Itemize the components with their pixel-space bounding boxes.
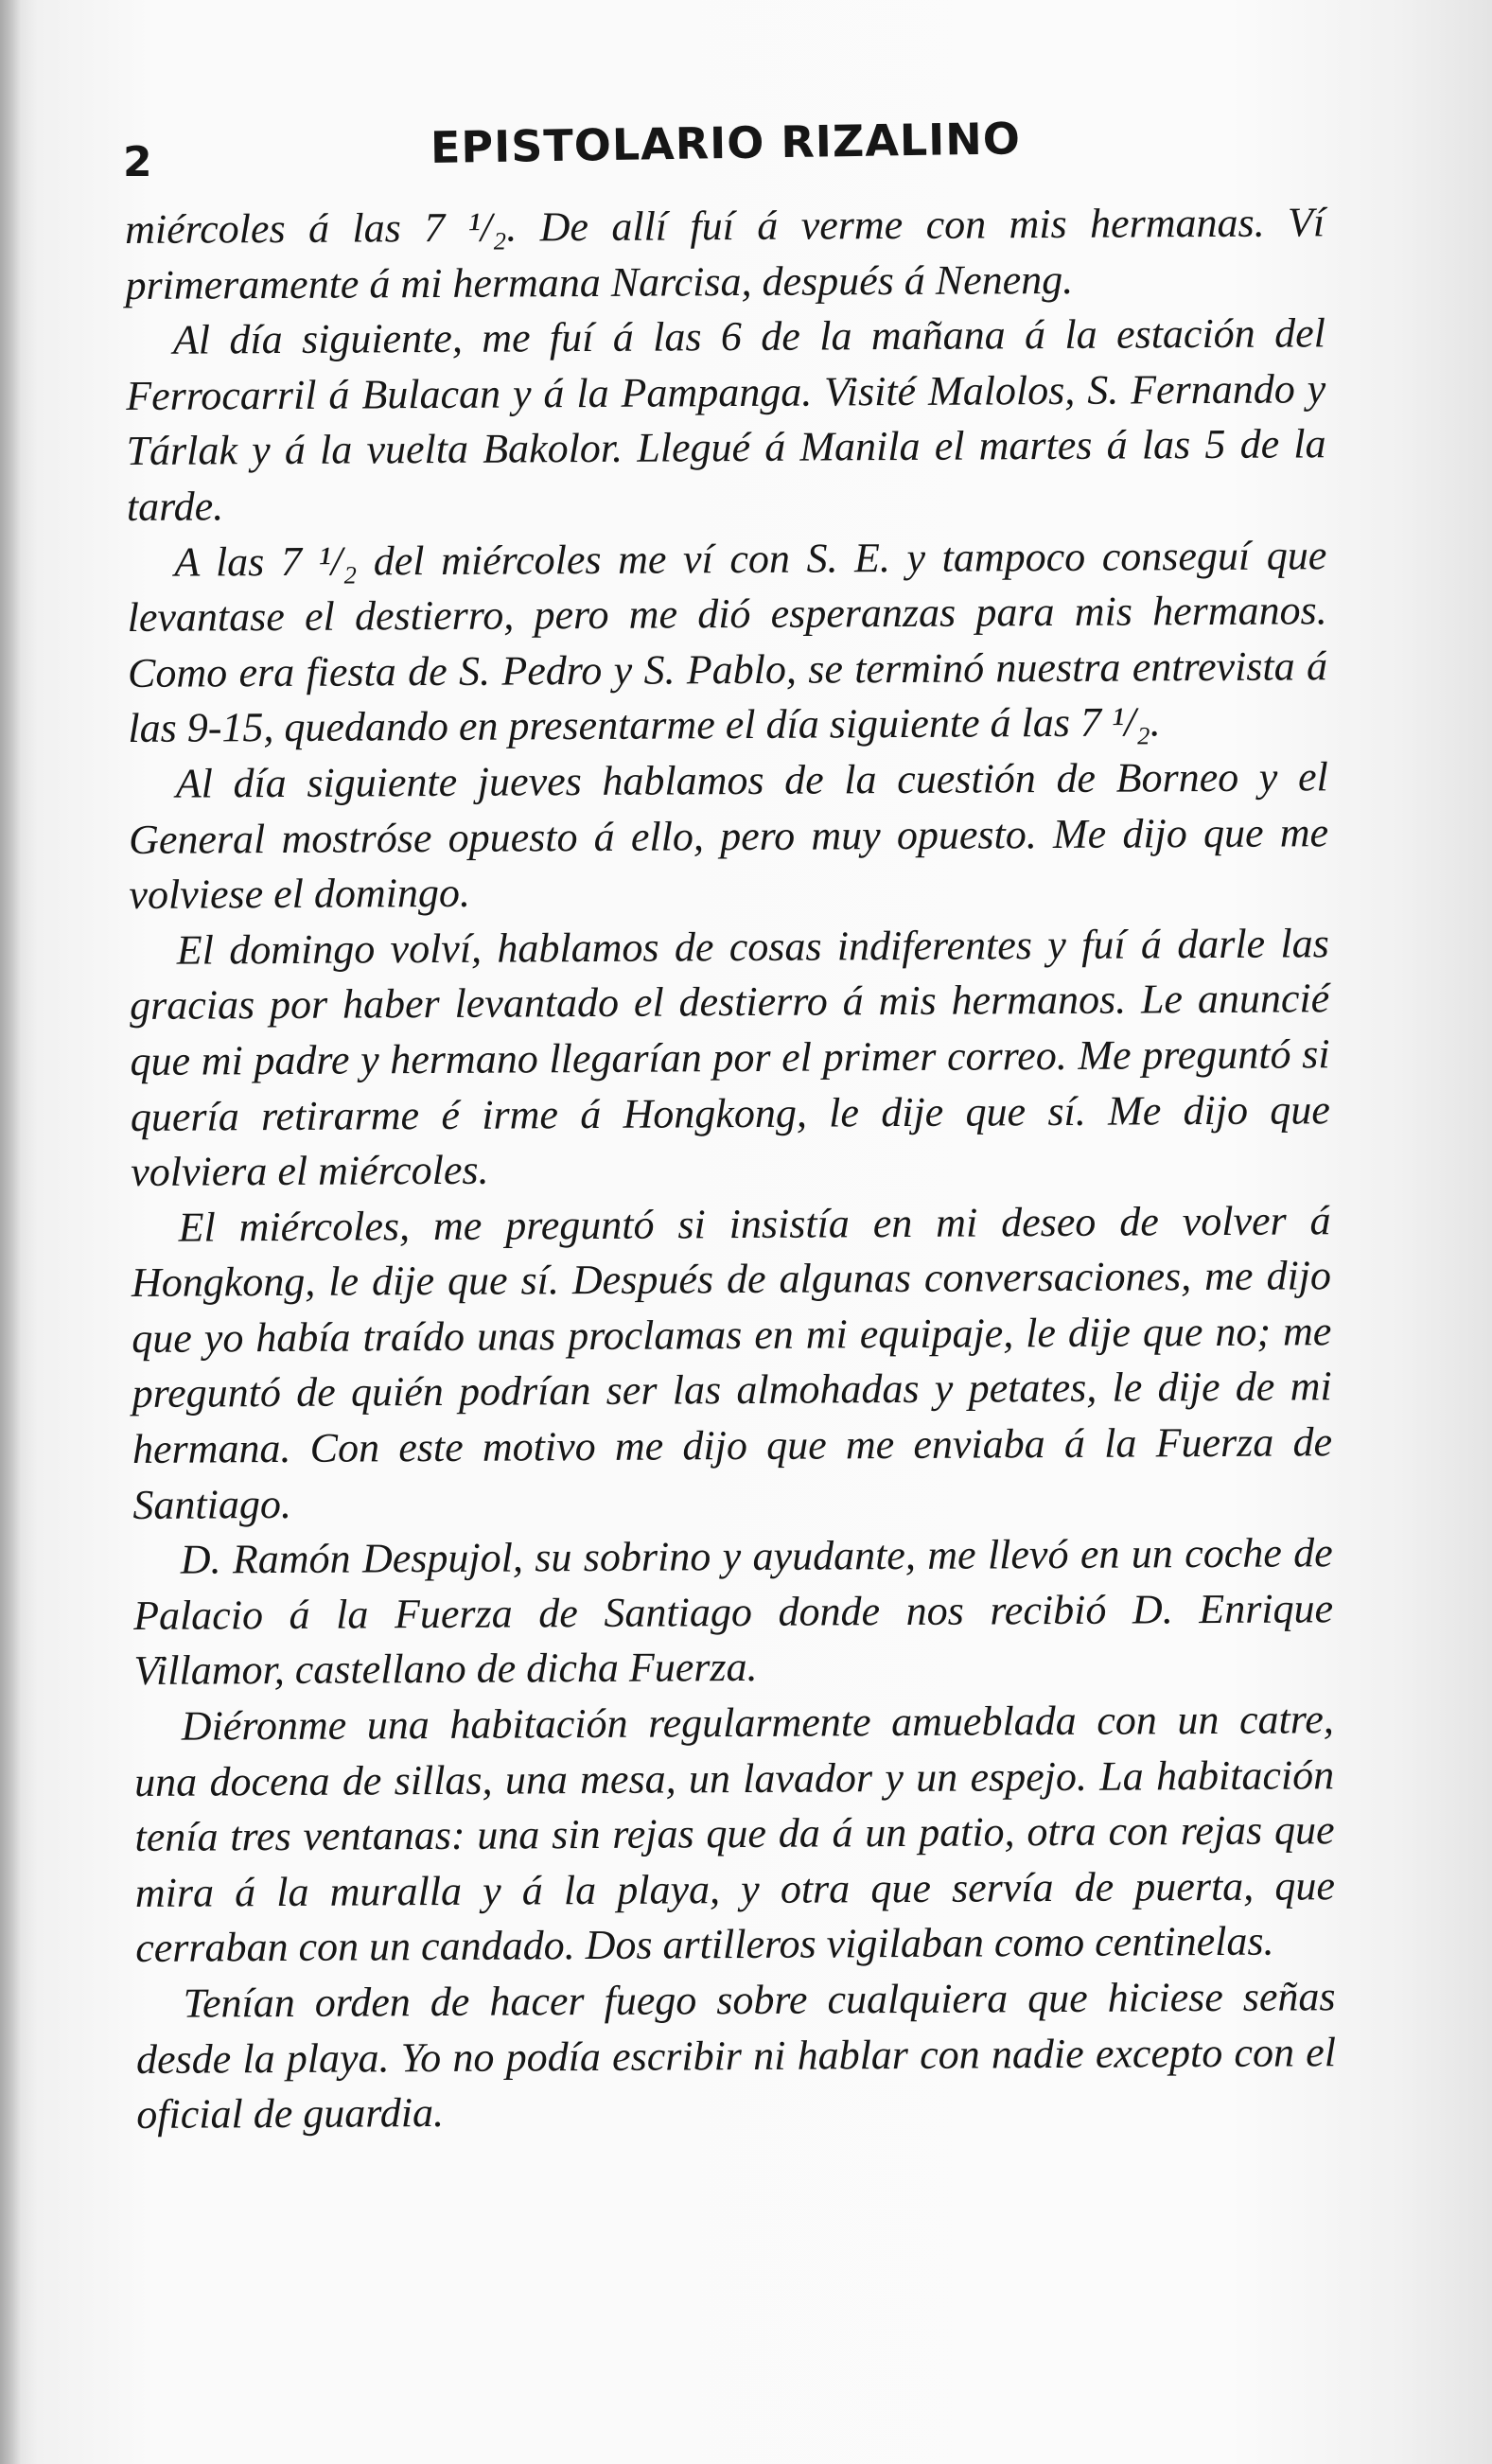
page-number: 2 bbox=[123, 138, 152, 186]
paragraph-4: Al día siguiente jueves hablamos de la cuestión de Borneo y el General mostróse opuesto á ello, pero muy opuesto. Me dijo que me volviese el domingo. bbox=[128, 753, 1329, 919]
paragraph-8: Diéronme una habitación regularmente amueblada con un catre, una docena de sillas, una mesa, un lavador y un espejo. La habitación tenía tres ventanas: una sin rejas que da á un patio, otra con rejas que mira á la muralla y á la playa, y otra que servía de puerta, que cerraban con un candado. Dos artilleros vigilaban como centinelas. bbox=[134, 1696, 1336, 1972]
paragraph-3: A las 7 ¹/₂ del miércoles me ví con S. E. y tampoco conseguí que levantase el destierro, pero me dió esperanzas para mis hermanos. Como era fiesta de S. Pedro y S. Pablo, se terminó nuestra entrevista á las 9-15, quedando en presentarme el día siguiente á las 7 ¹/₂. bbox=[127, 531, 1328, 752]
paragraph-5: El domingo volví, hablamos de cosas indiferentes y fuí á darle las gracias por haber levantado el destierro á mis hermanos. Le anuncié que mi padre y hermano llegarían por el primer correo. Me preguntó si quería retirarme é irme á Hongkong, le dije que sí. Me dijo que volviera el miércoles. bbox=[130, 919, 1331, 1196]
page-header bbox=[0, 112, 1492, 197]
body-text bbox=[125, 195, 1337, 2142]
running-title: EPISTOLARIO RIZALINO bbox=[430, 113, 1022, 173]
paragraph-9: Tenían orden de hacer fuego sobre cualquiera que hiciese señas desde la playa. Yo no podía escribir ni hablar con nadie excepto con el oficial de guardia. bbox=[135, 1973, 1337, 2138]
paragraph-6: El miércoles, me preguntó si insistía en mi deseo de volver á Hongkong, le dije que sí. Después de algunas conversaciones, me dijo que yo había traído unas proclamas en mi equipaje, le dije que no; me preguntó de quién podrían ser las almohadas y petates, le dije de mi hermana. Con este motivo me dijo que me enviaba á la Fuerza de Santiago. bbox=[131, 1196, 1333, 1528]
paragraph-1: miércoles á las 7 ¹/₂. De allí fuí á verme con mis hermanas. Ví primeramente á mi hermana Narcisa, después á Neneng. bbox=[125, 199, 1325, 308]
paragraph-7: D. Ramón Despujol, su sobrino y ayudante, me llevó en un coche de Palacio á la Fuerza de Santiago donde nos recibió D. Enrique Villamor, castellano de dicha Fuerza. bbox=[132, 1529, 1334, 1695]
paragraph-2: Al día siguiente, me fuí á las 6 de la mañana á la estación del Ferrocarril á Bulacan y á la Pampanga. Visité Malolos, S. Fernando y Tárlak y á la vuelta Bakolor. Llegué á Manila el martes á las 5 de la tarde. bbox=[126, 309, 1326, 530]
